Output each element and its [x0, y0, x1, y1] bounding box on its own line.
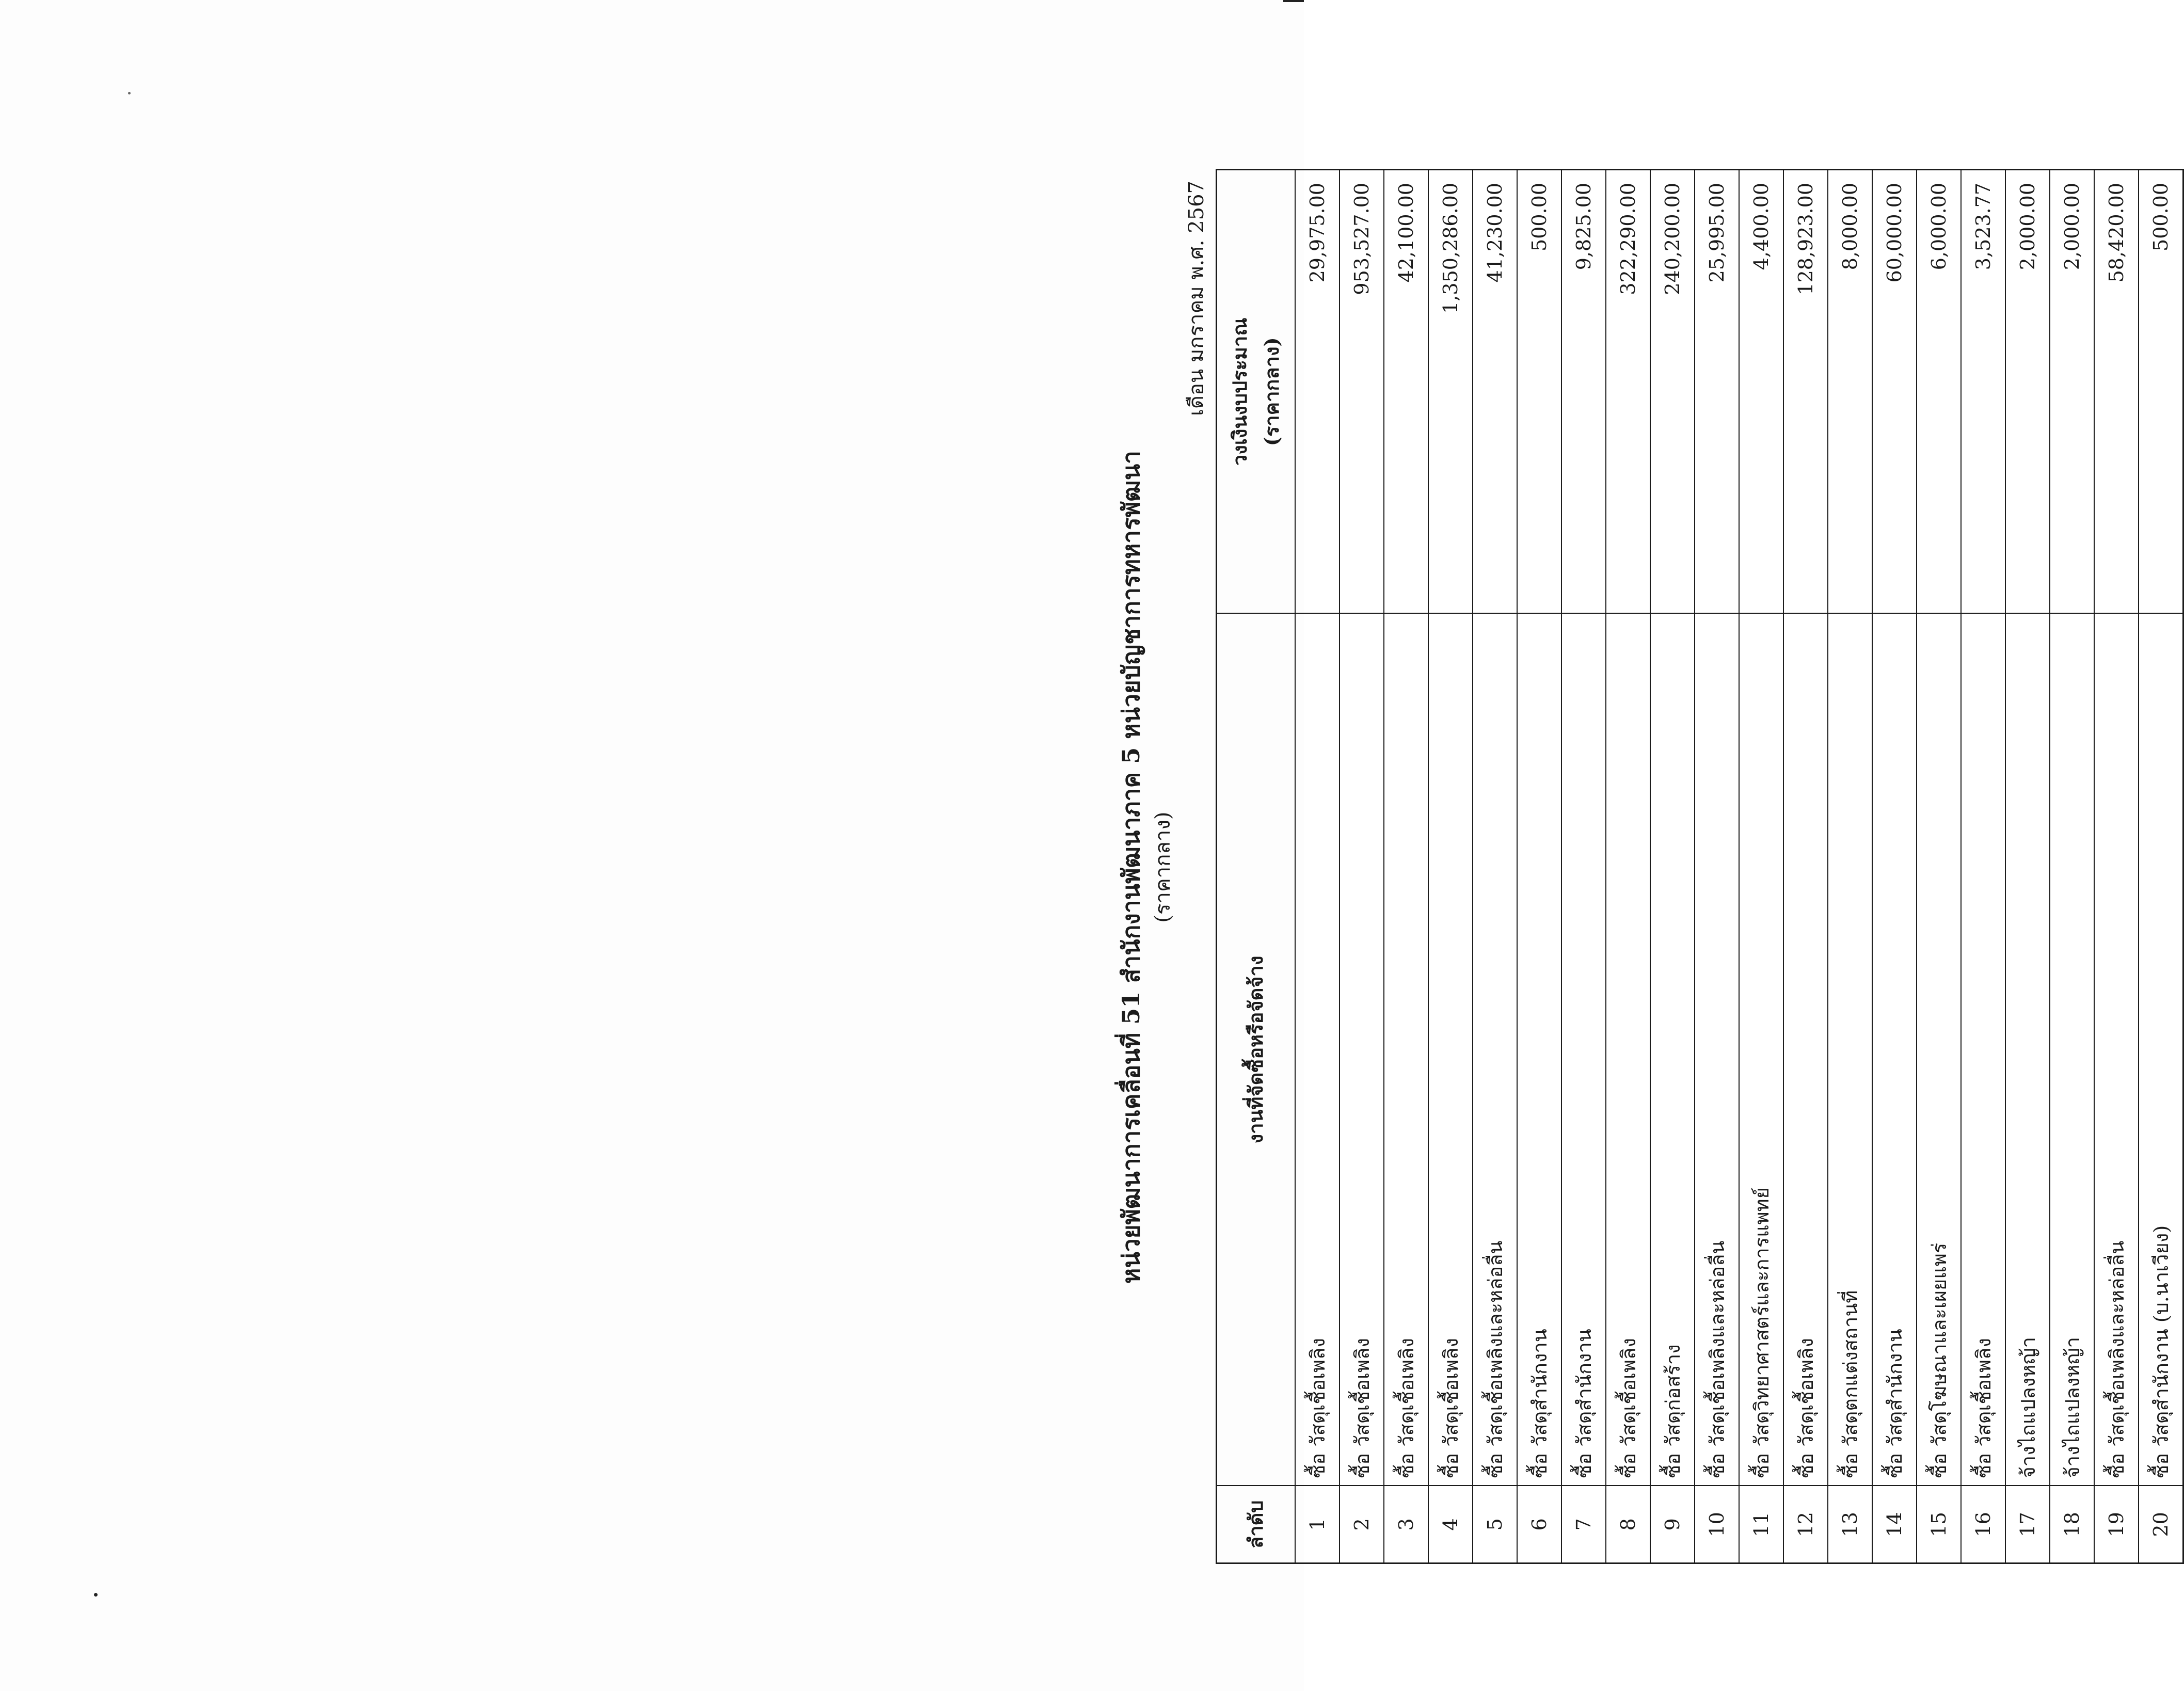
table-row — [1295, 170, 1340, 1564]
row-index: 18 — [2050, 1486, 2094, 1564]
row-item: ซื้อ วัสดุสำนักงาน — [1872, 614, 1917, 1486]
row-index: 19 — [2094, 1486, 2139, 1564]
row-item: ซื้อ วัสดุสำนักงาน — [1517, 614, 1561, 1486]
table-header-row — [1217, 170, 1296, 1564]
month-label: เดือน มกราคม พ.ศ. 2567 — [1185, 181, 1208, 416]
row-index: 7 — [1561, 1486, 1606, 1564]
row-item: ซื้อ วัสดุวิทยาศาสตร์และการแพทย์ — [1739, 614, 1783, 1486]
row-budget: 1,350,286.00 — [1428, 170, 1473, 614]
scan-speck — [128, 92, 131, 94]
table-row — [1340, 170, 1384, 1564]
table-row — [1695, 170, 1739, 1564]
row-item: ซื้อ วัสดุโฆษณาและเผยแพร่ — [1917, 614, 1961, 1486]
row-item: ซื้อ วัสดุเชื้อเพลิง — [1606, 614, 1650, 1486]
row-item: ซื้อ วัสดุเชื้อเพลิง — [1384, 614, 1428, 1486]
row-index: 16 — [1961, 1486, 2005, 1564]
row-index: 12 — [1783, 1486, 1828, 1564]
row-index: 8 — [1606, 1486, 1650, 1564]
row-budget: 9,825.00 — [1561, 170, 1606, 614]
row-budget: 6,000.00 — [1917, 170, 1961, 614]
table-row — [2139, 170, 2183, 1564]
table-row — [1428, 170, 1473, 1564]
header-index: ลำดับ — [1217, 1486, 1296, 1564]
row-index: 3 — [1384, 1486, 1428, 1564]
table-row — [1872, 170, 1917, 1564]
table-row — [1606, 170, 1650, 1564]
row-item: ซื้อ วัสดุเชื้อเพลิง — [1340, 614, 1384, 1486]
document-subtitle: (ราคากลาง) — [1151, 811, 1175, 923]
row-item: ซื้อ วัสดุเชื้อเพลิง — [1428, 614, 1473, 1486]
table-row — [1561, 170, 1606, 1564]
row-index: 5 — [1473, 1486, 1517, 1564]
table-row — [2050, 170, 2094, 1564]
row-budget: 128,923.00 — [1783, 170, 1828, 614]
row-item: จ้างไถแปลงหญ้า — [2005, 614, 2050, 1486]
row-index: 9 — [1650, 1486, 1695, 1564]
row-item: ซื้อ วัสดุเชื้อเพลิงและหล่อลื่น — [2094, 614, 2139, 1486]
rotated-document — [1074, 170, 2173, 1564]
table-row — [2005, 170, 2050, 1564]
header-budget — [1217, 170, 1296, 614]
row-index: 2 — [1340, 1486, 1384, 1564]
row-budget: 58,420.00 — [2094, 170, 2139, 614]
row-budget: 2,000.00 — [2005, 170, 2050, 614]
row-budget: 322,290.00 — [1606, 170, 1650, 614]
scan-edge-mark — [1283, 0, 1304, 2]
table-row — [1739, 170, 1783, 1564]
row-index: 13 — [1828, 1486, 1872, 1564]
document-title: หน่วยพัฒนาการเคลื่อนที่ 51 สำนักงานพัฒนาภาค 5 หน่วยบัญชาการทหารพัฒนา — [1117, 451, 1145, 1284]
row-item: ซื้อ วัสดุสำนักงาน — [1561, 614, 1606, 1486]
row-budget: 41,230.00 — [1473, 170, 1517, 614]
header-budget-sub: (ราคากลาง) — [1260, 337, 1283, 446]
header-item: งานที่จัดซื้อหรือจัดจ้าง — [1217, 614, 1296, 1486]
row-item: ซื้อ วัสดุเชื้อเพลิง — [1783, 614, 1828, 1486]
row-item: ซื้อ วัสดุเชื้อเพลิง — [1295, 614, 1340, 1486]
row-budget: 25,995.00 — [1695, 170, 1739, 614]
row-budget: 4,400.00 — [1739, 170, 1783, 614]
table-row — [1517, 170, 1561, 1564]
row-index: 20 — [2139, 1486, 2183, 1564]
table-row — [1917, 170, 1961, 1564]
row-item: ซื้อ วัสดุก่อสร้าง — [1650, 614, 1695, 1486]
row-index: 11 — [1739, 1486, 1783, 1564]
procurement-table — [1216, 169, 2184, 1564]
row-item: ซื้อ วัสดุตกแต่งสถานที่ — [1828, 614, 1872, 1486]
row-index: 4 — [1428, 1486, 1473, 1564]
row-budget: 953,527.00 — [1340, 170, 1384, 614]
header-budget-label: วงเงินงบประมาณ — [1228, 317, 1251, 466]
row-budget: 29,975.00 — [1295, 170, 1340, 614]
row-item: ซื้อ วัสดุเชื้อเพลิง — [1961, 614, 2005, 1486]
row-budget: 500.00 — [2139, 170, 2183, 614]
row-item: จ้างไถแปลงหญ้า — [2050, 614, 2094, 1486]
row-item: ซื้อ วัสดุเชื้อเพลิงและหล่อลื่น — [1695, 614, 1739, 1486]
row-budget: 3,523.77 — [1961, 170, 2005, 614]
row-index: 1 — [1295, 1486, 1340, 1564]
table-row — [2094, 170, 2139, 1564]
table-row — [1783, 170, 1828, 1564]
row-index: 10 — [1695, 1486, 1739, 1564]
row-item: ซื้อ วัสดุเชื้อเพลิงและหล่อลื่น — [1473, 614, 1517, 1486]
table-row — [1650, 170, 1695, 1564]
table-row — [1473, 170, 1517, 1564]
row-budget: 60,000.00 — [1872, 170, 1917, 614]
row-budget: 2,000.00 — [2050, 170, 2094, 614]
row-index: 14 — [1872, 1486, 1917, 1564]
row-budget: 240,200.00 — [1650, 170, 1695, 614]
row-index: 6 — [1517, 1486, 1561, 1564]
row-index: 17 — [2005, 1486, 2050, 1564]
table-row — [1961, 170, 2005, 1564]
row-item: ซื้อ วัสดุสำนักงาน (บ.นาเวียง) — [2139, 614, 2183, 1486]
table-row — [1384, 170, 1428, 1564]
row-index: 15 — [1917, 1486, 1961, 1564]
table-row — [1828, 170, 1872, 1564]
row-budget: 42,100.00 — [1384, 170, 1428, 614]
row-budget: 500.00 — [1517, 170, 1561, 614]
scan-dot — [94, 1593, 98, 1597]
row-budget: 8,000.00 — [1828, 170, 1872, 614]
